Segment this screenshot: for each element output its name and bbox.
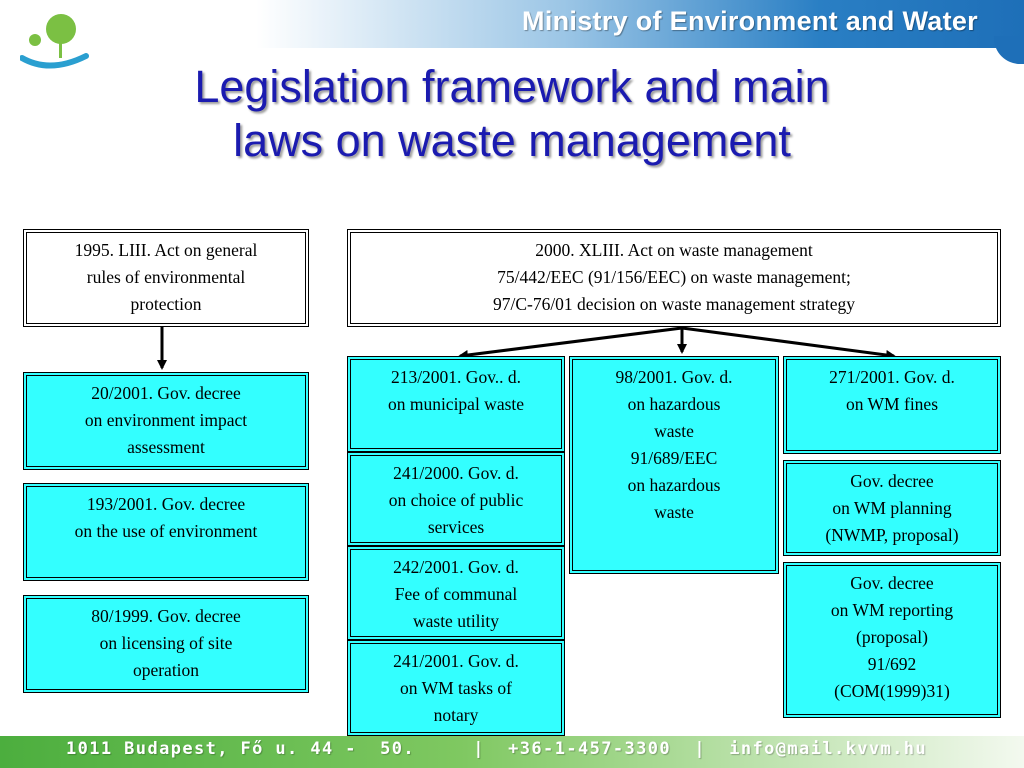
footer-email: info@mail.kvvm.hu — [729, 739, 928, 759]
box-line: (COM(1999)31) — [834, 681, 950, 701]
title-line-2: laws on waste management — [233, 115, 791, 166]
box-line: (proposal) — [856, 627, 928, 647]
box-line: 1995. LIII. Act on general — [74, 240, 258, 260]
footer-separator: | — [473, 739, 485, 759]
box-line: 2000. XLIII. Act on waste management — [535, 240, 813, 260]
box-line: on choice of public — [388, 490, 524, 510]
box-line: operation — [132, 660, 200, 680]
box-line: 80/1999. Gov. decree — [91, 606, 241, 626]
box-line: on the use of environment — [74, 521, 258, 541]
arrow-to-col-a — [460, 328, 682, 356]
box-line: 242/2001. Gov. d. — [393, 557, 519, 577]
act-2000-box — [347, 229, 1001, 327]
decree-241-2001-box — [347, 640, 565, 736]
box-line: 241/2000. Gov. d. — [393, 463, 519, 483]
act-1995-box — [23, 229, 309, 327]
title-line-1: Legislation framework and main — [194, 61, 830, 112]
box-line: on hazardous — [627, 394, 721, 414]
decree-20-2001-box — [23, 372, 309, 470]
decree-wm-planning-box — [783, 460, 1001, 556]
decree-241-2000-box — [347, 452, 565, 546]
box-line: Gov. decree — [850, 471, 934, 491]
decree-98-2001-box — [569, 356, 779, 574]
box-line: assessment — [127, 437, 205, 457]
box-line: waste — [654, 421, 694, 441]
box-line: on environment impact — [84, 410, 248, 430]
footer-address: 1011 Budapest, Fő u. 44 - 50. — [66, 739, 416, 759]
box-line: rules of environmental — [86, 267, 246, 287]
box-line: services — [427, 517, 485, 537]
decree-213-2001-box — [347, 356, 565, 452]
footer-separator: | — [694, 739, 706, 759]
box-line: on hazardous — [627, 475, 721, 495]
arrow-to-col-c — [682, 328, 894, 356]
box-line: 193/2001. Gov. decree — [86, 494, 246, 514]
decree-271-2001-box — [783, 356, 1001, 454]
footer-bar — [0, 736, 1024, 768]
box-line: 241/2001. Gov. d. — [393, 651, 519, 671]
box-line: waste utility — [412, 611, 500, 631]
box-line: on WM reporting — [830, 600, 954, 620]
box-line: 91/689/EEC — [630, 448, 718, 468]
box-line: (NWMP, proposal) — [825, 525, 959, 545]
box-line: Fee of communal — [394, 584, 518, 604]
footer-phone: +36-1-457-3300 — [508, 739, 672, 759]
box-line: 97/C-76/01 decision on waste management strategy — [492, 294, 856, 314]
box-line: Gov. decree — [850, 573, 934, 593]
decree-242-2001-box — [347, 546, 565, 640]
footer-contact — [66, 739, 927, 759]
box-line: 213/2001. Gov.. d. — [390, 367, 522, 387]
box-line: 20/2001. Gov. decree — [91, 383, 241, 403]
box-line: notary — [433, 705, 479, 725]
box-line: waste — [654, 502, 694, 522]
decree-193-2001-box — [23, 483, 309, 581]
box-line: on WM tasks of — [400, 678, 512, 698]
box-line: on municipal waste — [387, 394, 525, 414]
box-line: on WM fines — [845, 394, 939, 414]
box-line: 91/692 — [867, 654, 917, 674]
box-line: protection — [130, 294, 202, 314]
decree-wm-reporting-box — [783, 562, 1001, 718]
decree-80-1999-box — [23, 595, 309, 693]
box-line: 271/2001. Gov. d. — [829, 367, 955, 387]
box-line: on licensing of site — [99, 633, 233, 653]
box-line: on WM planning — [832, 498, 952, 518]
ministry-name: Ministry of Environment and Water — [522, 6, 978, 36]
box-line: 98/2001. Gov. d. — [615, 367, 733, 387]
box-line: 75/442/EEC (91/156/EEC) on waste management; — [497, 267, 851, 287]
